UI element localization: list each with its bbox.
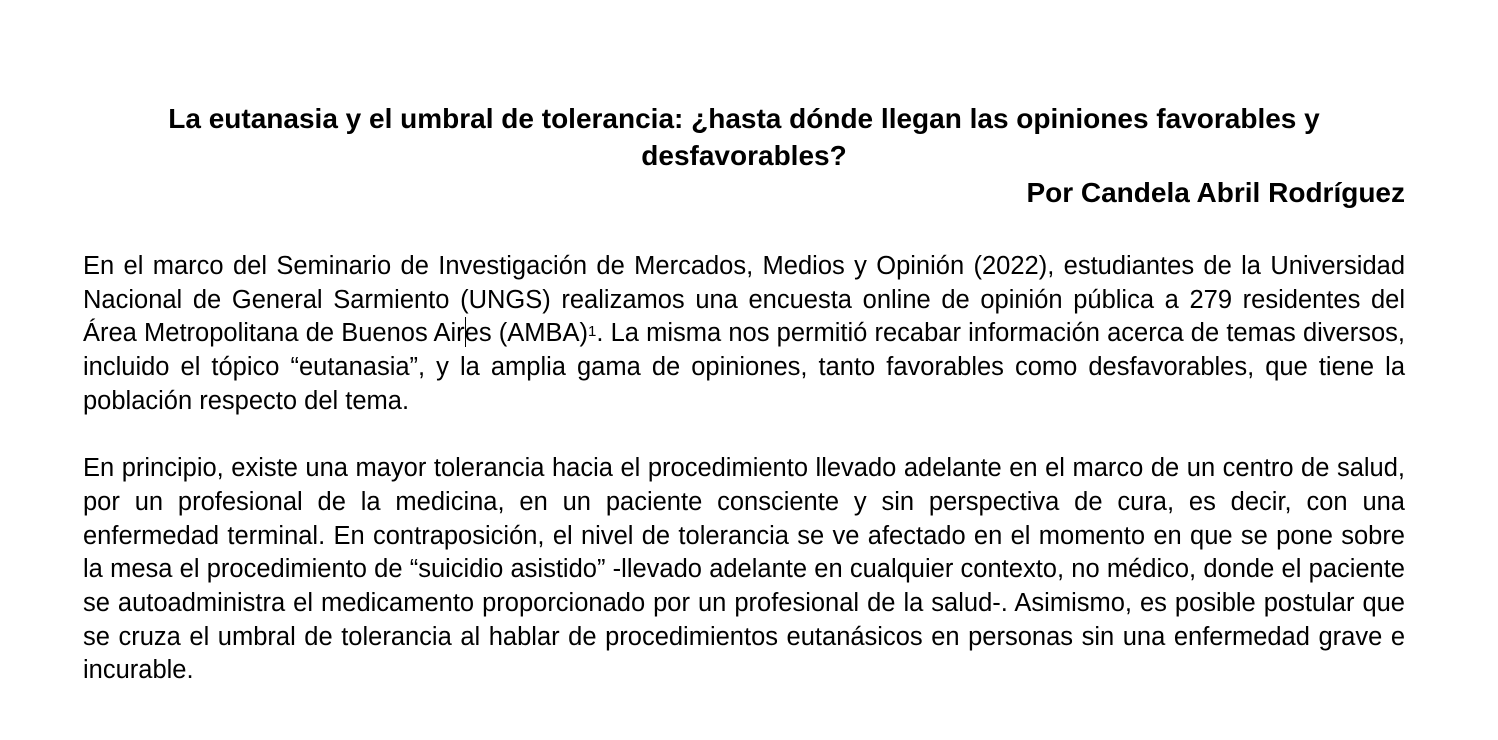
author-byline: Por Candela Abril Rodríguez [1026,177,1405,208]
document-title: La eutanasia y el umbral de tolerancia: ¿hasta dónde llegan las opiniones favorables y desfavorables? [168,103,1320,171]
paragraph-2[interactable]: En principio, existe una mayor tolerancia hacia el procedimiento llevado adelante en el marco de un centro de salud, por un profesional de la medicina, en un paciente consciente y sin perspectiva de cura, es decir, con una enfermedad terminal. En contraposición, el nivel de tolerancia se ve afectado en el momento en que se pone sobre la mesa el procedimiento de “suicidio asistido” -llevado adelante en cualquier contexto, no médico, donde el paciente se autoadministra el medicamento proporcionado por un profesional de la salud-. Asimismo, es posible postular que se cruza el umbral de tolerancia al hablar de procedimientos eutanásicos en personas sin una enfermedad grave e incurable. [83,454,1405,685]
paragraph-1-text-c: . La misma nos permitió recabar información acerca de temas diversos, incluido el tópico “eutanasia”, y la amplia gama de opiniones, tanto favorables como desfavorables, que tiene la población respecto del tema. [83,319,1405,415]
footnote-reference[interactable]: 1 [588,323,597,341]
document-page [83,100,1405,688]
paragraph-1-text-b: es (AMBA) [464,319,588,348]
paragraph-1-text-a: En el marco del Seminario de Investigación de Mercados, Medios y Opinión (2022), estudiantes de la Universidad Nacional de General Sarmiento (UNGS) realizamos una encuesta online de opinión pública a 279 residentes del Área Metropolitana de Buenos Air [83,252,1405,348]
paragraph-1[interactable] [83,250,1405,419]
